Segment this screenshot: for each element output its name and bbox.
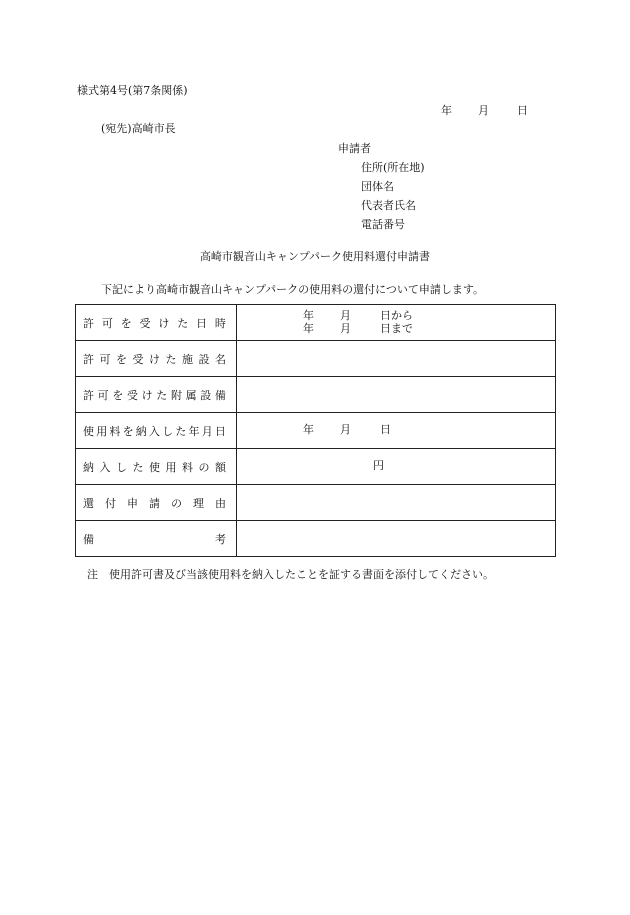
form-number: 様式第4号(第7条関係) xyxy=(77,84,188,97)
refund-form-table xyxy=(75,304,556,557)
applicant-address-label: 住所(所在地) xyxy=(361,161,425,174)
to-month-label: 月 xyxy=(340,322,351,335)
from-month-label: 月 xyxy=(340,309,351,322)
table-row xyxy=(76,413,556,449)
addressee: (宛先)高崎市長 xyxy=(101,122,176,135)
table-row xyxy=(76,305,556,341)
paid-day-label: 日 xyxy=(380,423,391,436)
paid-year-label: 年 xyxy=(303,423,314,436)
row-label: 使 用 料 を 納 入 し た 年 月 日 xyxy=(83,424,226,438)
from-day-label: 日から xyxy=(380,309,413,322)
table-row xyxy=(76,521,556,557)
row-label: 納 入 し た 使 用 料 の 額 xyxy=(83,460,226,474)
table-row xyxy=(76,377,556,413)
from-year-label: 年 xyxy=(303,309,314,322)
attachment-note: 注 使用許可書及び当該使用料を納入したことを証する書面を添付してください。 xyxy=(87,568,494,581)
intro-text: 下記により高崎市観音山キャンプパークの使用料の還付について申請します。 xyxy=(101,283,485,296)
paid-date-field[interactable] xyxy=(237,413,556,449)
to-year-label: 年 xyxy=(303,322,314,335)
table-row xyxy=(76,485,556,521)
facility-name-field[interactable] xyxy=(237,341,556,377)
applicant-phone-label: 電話番号 xyxy=(361,218,405,231)
date-day-label: 日 xyxy=(517,104,528,117)
row-label: 許 可 を 受 け た 日 時 xyxy=(83,316,226,330)
datetime-field[interactable] xyxy=(237,305,556,341)
row-label: 許 可 を 受 け た 施 設 名 xyxy=(83,352,226,366)
amount-field[interactable] xyxy=(237,449,556,485)
row-label: 許 可 を 受 け た 附 属 設 備 xyxy=(83,388,226,402)
date-month-label: 月 xyxy=(478,104,489,117)
paid-month-label: 月 xyxy=(340,423,351,436)
submission-date xyxy=(441,104,528,118)
remarks-field[interactable] xyxy=(237,521,556,557)
row-label: 備 考 xyxy=(83,532,226,546)
reason-field[interactable] xyxy=(237,485,556,521)
applicant-representative-label: 代表者氏名 xyxy=(361,199,416,212)
date-year-label: 年 xyxy=(441,104,452,117)
yen-unit-label: 円 xyxy=(373,459,384,472)
table-row xyxy=(76,341,556,377)
table-row xyxy=(76,449,556,485)
applicant-organization-label: 団体名 xyxy=(361,180,394,193)
equipment-field[interactable] xyxy=(237,377,556,413)
applicant-heading: 申請者 xyxy=(338,142,371,155)
row-label: 還 付 申 請 の 理 由 xyxy=(83,496,226,510)
document-title: 高崎市観音山キャンプパーク使用料還付申請書 xyxy=(199,250,431,263)
to-day-label: 日まで xyxy=(380,322,413,335)
